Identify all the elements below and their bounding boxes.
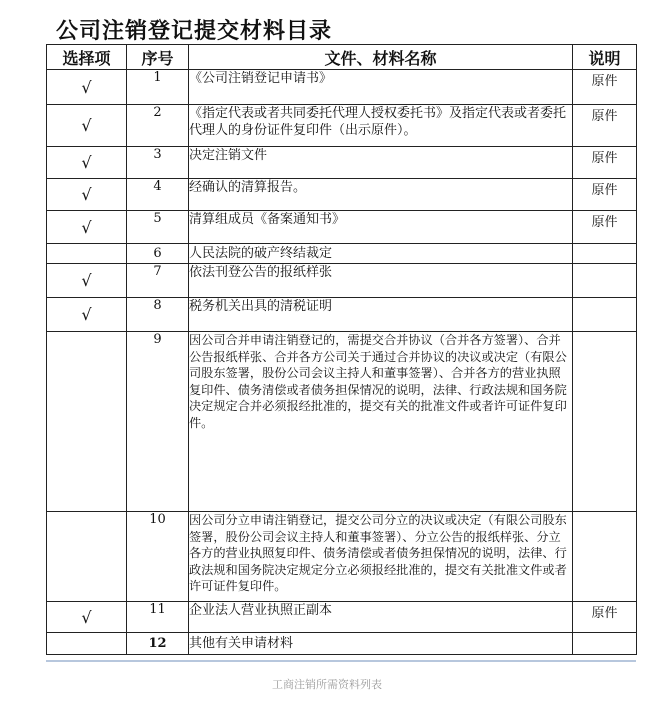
material-name: 企业法人营业执照正副本 bbox=[189, 602, 573, 633]
row-number: 12 bbox=[127, 633, 189, 655]
check-mark bbox=[47, 332, 127, 512]
row-number: 6 bbox=[127, 244, 189, 264]
row-note bbox=[573, 244, 637, 264]
table-row bbox=[47, 332, 637, 512]
row-number: 11 bbox=[127, 602, 189, 633]
header-note: 说明 bbox=[573, 45, 637, 70]
table-row bbox=[47, 633, 637, 655]
row-number: 10 bbox=[127, 512, 189, 602]
header-select: 选择项 bbox=[47, 45, 127, 70]
material-name: 因公司分立申请注销登记，提交公司分立的决议或决定（有限公司股东签署，股份公司会议主持人和董事签署）、分立公告的报纸样张、分立各方的营业执照复印件、债务清偿或者债务担保情况的说明，法律、行政法规和国务院决定规定分立必须报经批准的，提交有关批准文件或者许可证件复印件。 bbox=[189, 512, 573, 602]
row-note bbox=[573, 332, 637, 512]
table-row bbox=[47, 147, 637, 179]
material-name: 《公司注销登记申请书》 bbox=[189, 70, 573, 105]
table-row bbox=[47, 264, 637, 298]
row-number: 7 bbox=[127, 264, 189, 298]
image-caption: 工商注销所需资料列表 bbox=[272, 678, 382, 691]
row-note: 原件 bbox=[573, 211, 637, 244]
check-mark: √ bbox=[47, 298, 127, 332]
material-name: 清算组成员《备案通知书》 bbox=[189, 211, 573, 244]
check-mark: √ bbox=[47, 602, 127, 633]
material-name: 依法刊登公告的报纸样张 bbox=[189, 264, 573, 298]
material-name: 经确认的清算报告。 bbox=[189, 179, 573, 211]
check-mark: √ bbox=[47, 147, 127, 179]
table-row bbox=[47, 70, 637, 105]
row-note bbox=[573, 298, 637, 332]
material-name: 《指定代表或者共同委托代理人授权委托书》及指定代表或者委托代理人的身份证件复印件（出示原件）。 bbox=[189, 105, 573, 147]
row-note: 原件 bbox=[573, 179, 637, 211]
header-seq: 序号 bbox=[127, 45, 189, 70]
check-mark bbox=[47, 633, 127, 655]
table-row bbox=[47, 602, 637, 633]
check-mark bbox=[47, 244, 127, 264]
header-name: 文件、材料名称 bbox=[189, 45, 573, 70]
table-row bbox=[47, 512, 637, 602]
table-row bbox=[47, 298, 637, 332]
material-name: 税务机关出具的清税证明 bbox=[189, 298, 573, 332]
check-mark: √ bbox=[47, 179, 127, 211]
row-number: 2 bbox=[127, 105, 189, 147]
check-mark bbox=[47, 512, 127, 602]
page-title: 公司注销登记提交材料目录 bbox=[56, 19, 333, 44]
row-number: 8 bbox=[127, 298, 189, 332]
row-number: 3 bbox=[127, 147, 189, 179]
check-mark: √ bbox=[47, 70, 127, 105]
check-mark: √ bbox=[47, 264, 127, 298]
table-row bbox=[47, 244, 637, 264]
table-row bbox=[47, 105, 637, 147]
material-name: 人民法院的破产终结裁定 bbox=[189, 244, 573, 264]
row-note bbox=[573, 264, 637, 298]
table-row bbox=[47, 179, 637, 211]
row-note: 原件 bbox=[573, 147, 637, 179]
row-number: 5 bbox=[127, 211, 189, 244]
row-note: 原件 bbox=[573, 70, 637, 105]
materials-table bbox=[46, 44, 637, 655]
material-name: 因公司合并申请注销登记的，需提交合并协议（合并各方签署）、合并公告报纸样张、合并各方公司关于通过合并协议的决议或决定（有限公司股东签署，股份公司会议主持人和董事签署）、合并各方的营业执照复印件、债务清偿或者债务担保情况的说明，法律、行政法规和国务院决定规定合并必须报经批准的，提交有关的批准文件或者许可证件复印件。 bbox=[189, 332, 573, 512]
row-note bbox=[573, 633, 637, 655]
row-number: 9 bbox=[127, 332, 189, 512]
row-note bbox=[573, 512, 637, 602]
row-note: 原件 bbox=[573, 602, 637, 633]
row-number: 1 bbox=[127, 70, 189, 105]
table-row bbox=[47, 211, 637, 244]
divider bbox=[46, 660, 636, 662]
material-name: 其他有关申请材料 bbox=[189, 633, 573, 655]
table-header-row bbox=[47, 45, 637, 70]
row-note: 原件 bbox=[573, 105, 637, 147]
check-mark: √ bbox=[47, 105, 127, 147]
material-name: 决定注销文件 bbox=[189, 147, 573, 179]
row-number: 4 bbox=[127, 179, 189, 211]
check-mark: √ bbox=[47, 211, 127, 244]
